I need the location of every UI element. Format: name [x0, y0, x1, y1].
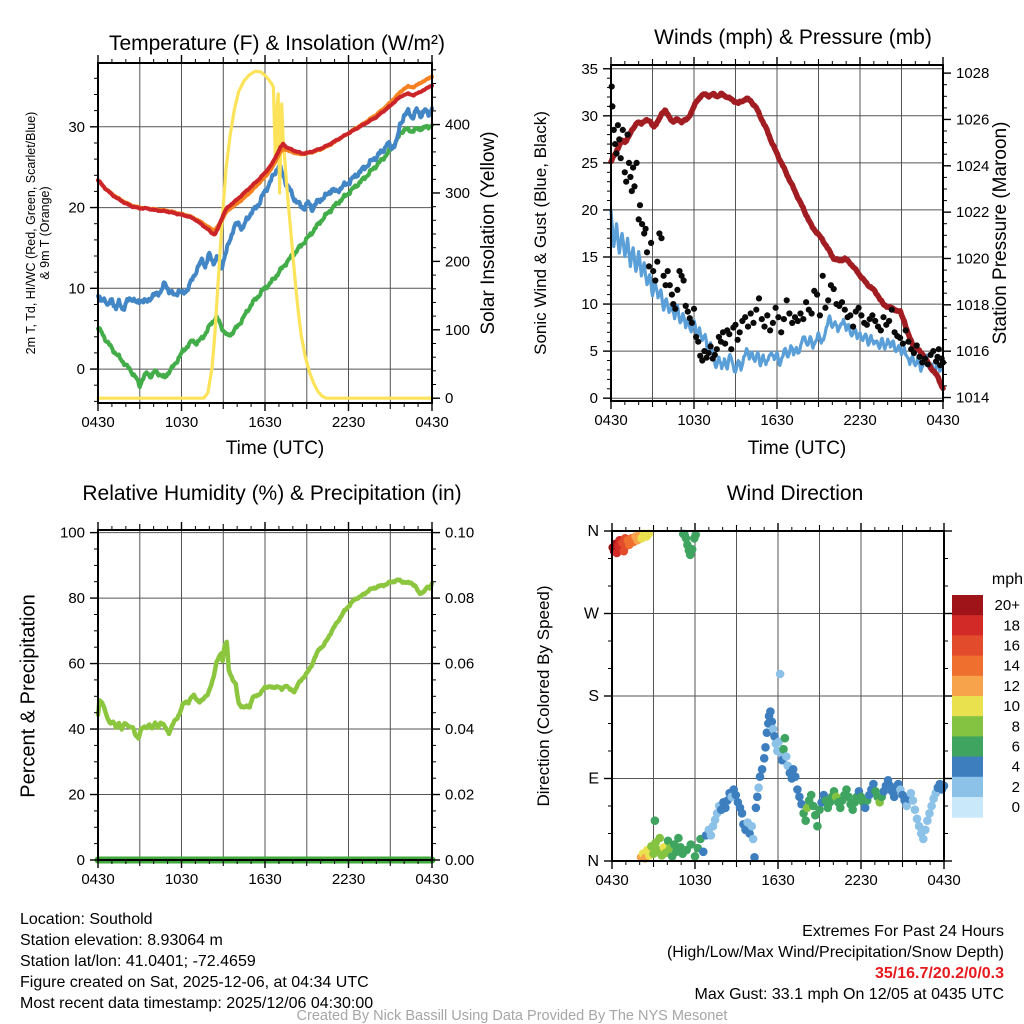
data-timestamp: Most recent data timestamp: 2025/12/06 04:30:00: [20, 995, 374, 1012]
y-right-tick-label: 1028: [956, 65, 990, 83]
credit-line: Created By Nick Bassill Using Data Provided By The NYS Mesonet: [296, 1008, 728, 1024]
extremes-block: [500, 921, 1004, 1005]
y-tick-label: 0: [76, 361, 85, 379]
y-axis-label-station-pressure: Station Pressure (Maroon): [990, 121, 1011, 345]
colorbar-swatch: [952, 797, 983, 818]
x-tick-label: 2230: [331, 871, 366, 888]
colorbar-swatch: [952, 777, 983, 798]
colorbar-swatch: [952, 615, 983, 636]
y-tick-label: N: [587, 853, 599, 870]
y-right-tick-label: 0.00: [445, 852, 475, 869]
colorbar-label: 12: [1003, 677, 1020, 695]
chart-title-humidity-precip: Relative Humidity (%) & Precipitation (in): [82, 482, 462, 505]
x-tick-label: 1030: [678, 872, 712, 889]
y-axis-label-sonic-wind-gust: Sonic Wind & Gust (Blue, Black): [531, 111, 550, 355]
y-axis-label-direction: Direction (Colored By Speed): [534, 585, 553, 807]
x-tick-label: 0430: [927, 872, 961, 889]
y-right-tick-label: 0: [445, 390, 454, 408]
y-tick-label: 20: [68, 786, 85, 804]
x-tick-label: 0430: [81, 871, 115, 888]
y-right-tick-label: 1016: [956, 343, 990, 361]
y-tick-label: 0: [589, 390, 598, 408]
y-tick-label: 35: [581, 60, 598, 78]
y-right-tick-label: 0.08: [445, 590, 475, 608]
colorbar-swatch: [952, 696, 983, 717]
x-tick-label: 0430: [926, 412, 960, 429]
y-right-tick-label: 1024: [956, 157, 990, 175]
y-right-tick-label: 200: [445, 253, 471, 271]
y-right-tick-label: 1020: [956, 250, 990, 268]
y-tick-label: 10: [581, 296, 598, 314]
station-latlon: Station lat/lon: 41.0401; -72.4659: [20, 953, 256, 970]
y-right-tick-label: 1026: [956, 111, 990, 129]
colorbar-swatch: [952, 757, 983, 778]
x-tick-label: 1630: [760, 412, 794, 429]
colorbar-label: 20+: [994, 597, 1020, 615]
y-right-tick-label: 0.04: [445, 721, 475, 739]
colorbar-swatch: [952, 716, 983, 737]
winds-pressure-chart: [512, 0, 1024, 465]
y-axis-label-temperature-line1: 2m T, Td, HI/WC (Red, Green, Scarlet/Blue): [24, 111, 38, 355]
x-axis-label-time-utc-left: Time (UTC): [225, 438, 325, 459]
colorbar-label: 18: [1003, 617, 1020, 635]
humidity-precip-plot: [0, 460, 512, 890]
colorbar-swatch: [952, 595, 983, 616]
y-tick-label: 5: [589, 343, 598, 361]
y-axis-label-temperature: [24, 112, 52, 355]
x-tick-label: 0430: [81, 414, 115, 431]
speed-colorbar: [952, 571, 1023, 818]
y-tick-label: 100: [59, 524, 85, 542]
colorbar-label: 2: [1011, 778, 1020, 796]
y-tick-label: 30: [68, 118, 85, 136]
x-tick-label: 2230: [843, 412, 877, 429]
y-tick-label: S: [588, 688, 599, 705]
y-right-tick-label: 0.06: [445, 655, 475, 673]
y-tick-label: 25: [581, 154, 598, 172]
x-tick-label: 2230: [331, 414, 366, 431]
x-tick-label: 1630: [248, 871, 282, 888]
station-elevation: Station elevation: 8.93064 m: [20, 932, 223, 949]
x-tick-label: 1630: [761, 872, 795, 889]
x-tick-label: 0430: [594, 412, 628, 429]
y-axis-label-temperature-line2: & 9m T (Orange): [38, 186, 52, 280]
y-tick-label: 10: [68, 280, 85, 298]
y-tick-label: 30: [581, 107, 598, 125]
colorbar-label: 4: [1011, 758, 1020, 776]
tick-labels: [68, 117, 470, 431]
chart-title-winds-pressure: Winds (mph) & Pressure (mb): [654, 26, 932, 49]
x-axis-label-time-utc-right: Time (UTC): [747, 438, 847, 459]
grid-lines: [98, 530, 432, 860]
y-tick-label: 20: [581, 201, 598, 219]
y-tick-label: 40: [68, 721, 85, 739]
x-tick-label: 1030: [677, 412, 711, 429]
x-tick-label: 0430: [415, 414, 449, 431]
x-tick-label: 1630: [248, 414, 282, 431]
colorbar-swatch: [952, 676, 983, 697]
colorbar-swatch: [952, 736, 983, 757]
tick-labels: [584, 523, 961, 889]
extremes-heading: Extremes For Past 24 Hours: [802, 923, 1004, 940]
extremes-values: 35/16.7/20.2/0/0.3: [875, 965, 1004, 982]
tick-labels: [60, 525, 474, 888]
figure-created: Figure created on Sat, 2025-12-06, at 04:34 UTC: [20, 974, 369, 991]
y-tick-label: 0: [76, 852, 85, 869]
y-right-tick-label: 400: [445, 116, 471, 134]
y-tick-label: 60: [68, 655, 85, 673]
x-tick-label: 1030: [164, 414, 199, 431]
colorbar-label: 10: [1003, 698, 1020, 716]
max-gust-line: Max Gust: 33.1 mph On 12/05 at 0435 UTC: [694, 986, 1004, 1003]
extremes-subheading: (High/Low/Max Wind/Precipitation/Snow Depth): [666, 944, 1004, 961]
wind-direction-chart: [512, 460, 1024, 895]
y-tick-label: E: [588, 770, 599, 788]
x-tick-label: 0430: [415, 871, 449, 888]
y-tick-label: W: [583, 605, 599, 623]
x-tick-label: 0430: [595, 872, 629, 889]
wind-direction-plot: [512, 460, 1024, 890]
colorbar-label: 8: [1011, 718, 1020, 736]
chart-title-temperature-insolation: Temperature (F) & Insolation (W/m²): [108, 32, 446, 55]
y-right-tick-label: 1022: [956, 204, 990, 222]
grid-lines: [612, 531, 944, 861]
colorbar-label: 6: [1011, 738, 1020, 756]
temperature-insolation-chart: [0, 0, 512, 465]
chart-title-wind-direction: Wind Direction: [726, 482, 864, 505]
colorbar-swatch: [952, 635, 983, 656]
y-axis-label-percent-precip: Percent & Precipitation: [17, 594, 40, 798]
y-right-tick-label: 0.02: [445, 786, 475, 804]
station-location: Location: Southold: [20, 911, 153, 928]
colorbar-label: 16: [1003, 637, 1020, 655]
x-tick-label: 1030: [164, 871, 199, 888]
y-right-tick-label: 1014: [956, 389, 990, 407]
y-right-tick-label: 1018: [956, 296, 990, 314]
colorbar-title: mph: [991, 571, 1023, 588]
winds-pressure-plot: [512, 0, 1024, 460]
y-right-tick-label: 0.10: [445, 524, 475, 542]
temperature-insolation-plot: [0, 0, 512, 460]
x-tick-label: 2230: [844, 872, 878, 889]
y-tick-label: 20: [68, 199, 85, 217]
station-info-block: [20, 909, 373, 1014]
colorbar-label: 0: [1011, 799, 1020, 817]
y-right-tick-label: 100: [445, 321, 471, 339]
y-tick-label: 80: [68, 590, 85, 608]
y-right-tick-label: 300: [445, 184, 471, 202]
colorbar-label: 14: [1003, 657, 1020, 675]
y-tick-label: N: [587, 523, 599, 540]
colorbar-swatch: [952, 656, 983, 677]
y-tick-label: 15: [581, 249, 598, 266]
y-axis-label-solar-insolation: Solar Insolation (Yellow): [478, 131, 499, 335]
humidity-precip-chart: [0, 460, 512, 895]
